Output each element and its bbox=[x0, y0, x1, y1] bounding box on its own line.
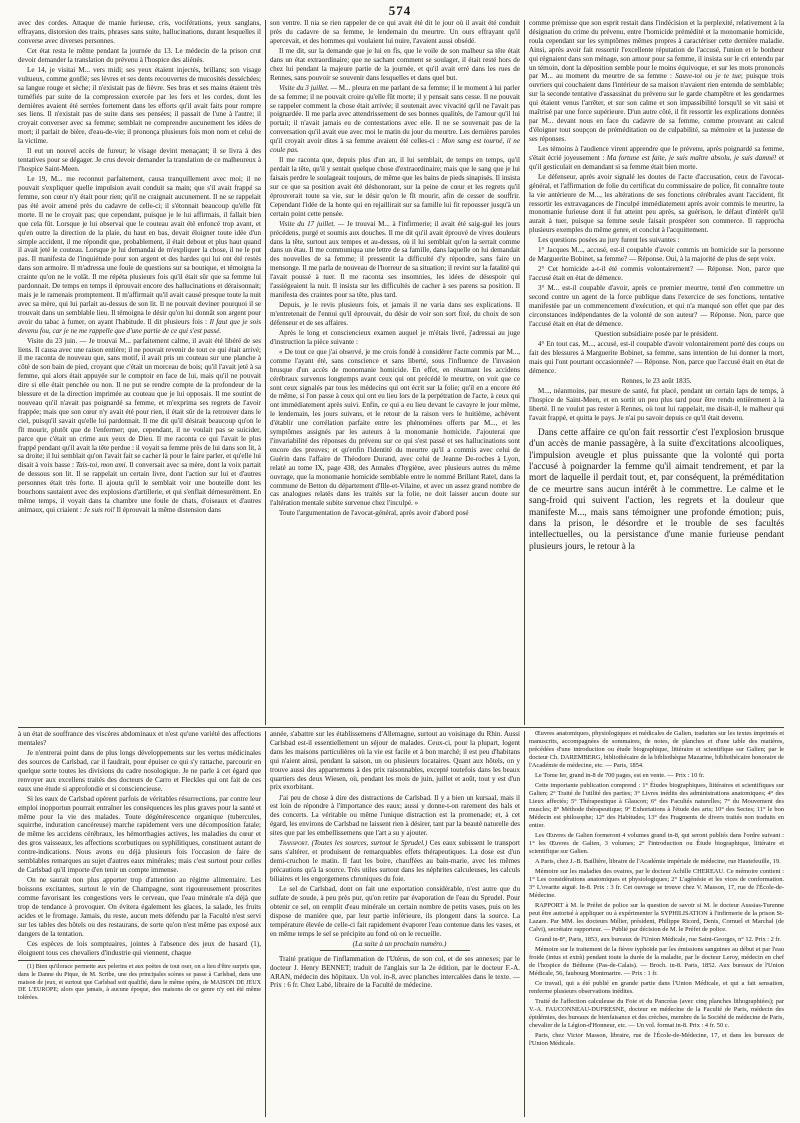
bibliography-entry: Traité pratique de l'inflammation de l'Utérus, de son col, et de ses annexes; par le docteur J. Henry BENNET; traduit de l'anglais sur la 2e édition, par le docteur F.-A. ARAN, médecin des hôpitaux. Un vol. in-8, avec planches intercalées dans le texte. — Prix : 6 fr. Chez Labé, libraire de la Faculté de médecine. bbox=[270, 954, 520, 990]
column-divider bbox=[524, 20, 525, 725]
col3-quote: Sauve-toi ou je te tue bbox=[675, 72, 741, 81]
column-divider bbox=[524, 731, 525, 1117]
footnote-rule bbox=[18, 960, 105, 961]
bottom-col2-text: Ces eaux subissent le transport sans s'altérer, et produisent de remarquables effets thérapeutiques. La dose est d'un demi-cruchon le matin. Il faut les boire, chauffées au bain-marie, avec les mêmes précautions qu'à la source. Très utiles surtout dans les néphrites calculeuses, les calculs biliaires et les engorgemens chroniques du foie. bbox=[270, 839, 520, 883]
col3-paragraph: 4° En tout cas, M..., accusé, est-il coupable d'avoir volontairement porté des coups ou fait des blessures à Marguerite Bobinet, sa femme, sans intention de lui donner la mort, mais qui l'ont pourtant occasionnée? — Réponse. Non, parce que l'accusé était en état de démence. bbox=[529, 340, 784, 375]
column-2 bbox=[270, 19, 520, 723]
section-divider bbox=[18, 727, 784, 728]
col1-paragraph bbox=[18, 175, 261, 335]
bottom-col2-paragraph: J'ai peu de chose à dire des distractions de Carlsbad. Il y a bien un kursaal, mais il est loin de répondre à l'importance des eaux; aussi y donne-t-on rarement des bals et des concerts. La véritable ou même l'unique distraction est la promenade; et, à cet égard, les environs de Carlsbad ne laissent rien à désirer, tant par la beauté naturelle des sites que par les embellissemens que l'art a su y ajouter. bbox=[270, 793, 520, 838]
col1-paragraph: Cet état resta le même pendant la journée du 13. Le médecin de la prison crut devoir demander la translation du prévenu à l'hospice des aliénés. bbox=[18, 46, 261, 64]
col2-paragraph: « De tout ce que j'ai observé, je me crois fondé à considérer l'acte commis par M..., comme l'ayant été, sans conscience et sans liberté, sous l'influence de l'invasion brusque d'un accès de monomanie homicide. En effet, en résumant les accidens cérébraux survenus longtemps avant ceux qui ont précédé le meurtre, on voit que ce sont ceux signalés par tous les médecins qui ont écrit sur la folie; qu'il en a encore été de même, si l'on passe à ceux qui ont eu lieu lors de la perpétration de l'acte, à ceux qui ont immédiatement après suivi. Enfin, ce qui a eu lieu devant le cavayre le jour même, le lendemain, les jours suivans, et le retour de la raison vers le huitième, achèvent d'établir une corrélation parfaite entre les phénomènes offerts par M..., et les symptômes assignés par les auteurs à la monomanie homicide. J'ajouterai que l'invariabilité des réponses du prévenu sur ce qui s'est passé et ses hallucinations sont encore des preuves; et qu'enfin l'identité du meurtre qu'il a commis avec celui de Guérin dans l'affaire de Théodore Durand, avec celui de Jeanne De-rocbes à Lyon, relaté au tome IX, page 438, des Annales d'hygiène, avec plusieurs autres du même ouvrage, que la monomanie homicide semblable entre le nommé Brillant Ratel, dans la commune de Betton du département d'Ille-et-Vilaine, et avec un assez grand nombre de cas analogues relatés dans les traités sur la folie, ne doit laisser aucun doute sur l'altération mentale subite survenue chez l'inculpé. » bbox=[270, 347, 520, 508]
col2-paragraph: Il me raconta que, depuis plus d'un an, il lui semblait, de temps en temps, qu'il perdait la tête, qu'il y sentait quelque chose d'extraordinaire; mais que le sang que je lui faisais perdre le soulageait toujours, de même que les bains de pieds sinapisés. Il insista sur ce que sa position avait été déshonorant, sur la peine de cœur et les regrets qu'il éprouverait toute sa vie, sur le désir qu'on le fît mourir, afin de cesser de souffrir. Cependant l'idée de la honte qui en rejaillirait sur sa famille lui fit repousser jusqu'à un certain point cette pensée. bbox=[270, 156, 520, 218]
col1-text: Visite du 23 juin. — Je trouvai M... parfaitement calme, il avait été libéré de ses liens. Il causa avec une raison entière; il ne pouvait revenir de tout ce qui était arrivé; il me raconta de nouveau que, sans motif, il avait pris un couteau sur une planche à côté de son bain de pied, croyant que c'était un morceau de bois; qu'il l'avait jeté à sa femme, qui alors était appuyée sur le comptoir en face de lui, mais qu'il ne pouvait dire si elle était penchée ou non. Il ne put se rendre compte de la profondeur de la blessure et de la direction imprimée au couteau que je lui opposais. Il me soutint de nouveau qu'il n'avait pas poignardé sa femme, et m'exprima ses regrets de l'avoir frappée; mais que son cœur n'y avait été pour rien, il était sûr de la retrouver dans le ciel, puisqu'il savait qu'elle lui pardonnait. Il me dit qu'il désirait beaucoup qu'on le fît mourir, plutôt que de l'enfermer; que, cependant, il ne voulait pas se suicider, parce que c'était un crime aux yeux de Dieu. Il me raconta ce qui l'avait le plus frappé pendant qu'il avait la tête perdue : il voyait sa femme près de lui dans son lit, à sa droite; il lui semblait qu'on l'avait fait se cacher là pour le faire parler, et qu'elle lui disait à voix basse : bbox=[18, 336, 261, 470]
transport-note: (Toutes les sources, surtout le Sprudel.) bbox=[311, 839, 428, 848]
visit-label: Visite du 17 juillet. — bbox=[279, 219, 345, 228]
col3-text: et qu'il gesticulait en demandant si sa femme était bien morte. bbox=[529, 153, 784, 171]
bottom-col2-paragraph: Le sel de Carlsbad, dont on fait une exportation considérable, n'est autre que du sulfate de soude, à peu près pur, qu'on retire par évaporation de l'eau du Sprudel. Pour obtenir ce sel, on remplit d'eau minérale un certain nombre de petits vases, puis on les dispose de manière que, par leur partie inférieure, ils plongent dans la source. La température élevée de celle-ci fait rapidement évaporer l'eau contenue dans les vases, et en même temps le sel se précipite au fond où on le recueille. bbox=[270, 884, 520, 938]
continued-note: (La suite à un prochain numéro.) bbox=[352, 939, 447, 948]
bottom-col1-paragraph: Ces espèces de lois somptuaires, jointes à l'absence des jeux de hasard (1), éloignent tous ces chevaliers d'industrie qui viennent, chaque bbox=[18, 939, 261, 957]
col3-text: Les témoins à l'audience virent apprendre que le prévenu, après poignardé sa femme, s'était écrié joyeusement : bbox=[529, 144, 784, 162]
col2-text: le moment à lui parler de sa femme; il ne pouvait croire qu'elle fût morte; il y pensait sans cesse. Il ne pouvait se rappeler comment la chose était arrivée; il soutenait avec vivacité qu'il ne l'avait pas poignardée. Il me parla avec attendrissement de ses bonnes qualités, de l'amour qu'il lui portait; il n'avait jamais eu de contestations avec elle. Il ne se souvenait pas de la conversation qu'il avait eue avec moi le matin du jour du meurtre. Les dernières paroles qu'il croyait avoir dites à sa femme avaient été celles-ci : bbox=[270, 83, 520, 146]
col1-paragraph bbox=[18, 337, 261, 515]
page-number: 574 bbox=[388, 3, 412, 18]
col1-quote: Je suis roi! bbox=[83, 505, 115, 514]
col2-paragraph: son ventre. Il nia se rien rappeler de ce qui avait été dit le jour où il avait été conduit près du cadavre de sa femme, le lendemain du meurtre. Un ours effrayant qu'il apercevait, et des hommes qui voulaient lui nuire, l'avaient aussi obsédé. bbox=[270, 19, 520, 45]
conclusion-paragraph: Dans cette affaire ce qu'on fait ressortir c'est l'explosion brusque d'un accès de manie passagère, à la suite d'excitations alcooliques, l'impulsion aveugle et plus puissante que la volonté qui porta l'accusé à poignarder la femme qu'il aimait tendrement, et par la mort de laquelle il perdait tout, et, par conséquent, la préméditation de ce meurtre sans aucun intérêt à le commettre. Le calme et le sang-froid qui suivent l'action, les regrets et la douleur que manifeste M..., mais sans témoigner une profonde émotion; puis, dans la prison, le désordre et le trouble de ses facultés intellectuelles, ou la persistance d'une manie furieuse pendant plusieurs jours, le retour à la bbox=[529, 427, 784, 552]
col1-text: Il éprouvait la même distension dans bbox=[116, 505, 221, 514]
bibliography-entry: Mémoire sur le traitement de la fièvre typhoïde par les émissions sanguines au début et par l'eau froide (intus et extrà) pendant toute la durée de la maladie, par le docteur Leroy, médecin en chef de l'hospice de Béthune (Pas-de-Calais). — Broch. in-8. Paris, 1852. Aux bureaux de l'Union Médicale, 56, faubourg Montmartre. — Prix : 1 fr. bbox=[529, 946, 784, 977]
bibliography-entry: RAPPORT à M. le Préfet de police sur la question de savoir si M. le docteur Aussias-Turenne peut être autorisé à appliquer ou à expérimenter la SYPHILISATION à l'infirmerie de la prison St-Lazare. Par MM. les docteurs Mélier, président, Philippe Ricord, Denis, Cornuel et Marchal (de Calvi), secrétaire rapporteur. — Publié par décision de M. le Préfet de police. bbox=[529, 902, 784, 933]
transport-label: Transport. bbox=[279, 839, 310, 848]
column-divider bbox=[265, 20, 266, 725]
bottom-col1-paragraph: On ne saurait non plus apporter trop d'attention au régime alimentaire. Les boissons excitantes, surtout le vin de Champagne, sont rigoureusement proscrites comme favorisant les congestions vers le cerveau, que l'eau minérale n'a déjà que trop de tendance à provoquer. On évitera également les glaces, la salade, les fruits acides et le fromage. Jamais, du reste, aucun mets défendu par la Faculté n'est servi sur les tables des hôtels ou des restaurans, de sorte qu'on n'est même pas exposé aux dangers de la tentation. bbox=[18, 876, 261, 938]
col2-text: Je trouvai M... à l'infirmerie; il avait été saig- bbox=[346, 219, 483, 228]
col3-paragraph bbox=[529, 19, 784, 144]
bibliography-entry: Le Tome Ier, grand in-8 de 700 pages, est en vente. — Prix : 10 fr. bbox=[535, 772, 705, 779]
bibliography-entry: Cette importante publication comprend : 1° Études biographiques, littéraires et scientifiques sur Galien; 2° Traité de l'utilité des parties; 3° Livres inédits des administrations anatomiques; 4° des Lieux affectés; 5° Thérapeutique à Glaucon; 6° des Facultés naturelles; 7° du Mouvement des muscles; 8° Méthode thérapeutique; 9° Exhortations à l'étude des arts; 10° des Sectes; 11° le bon Médecin est philosophe; 12° des Habitudes; 13° des Fragments de divers traités non traduits en entier. bbox=[529, 782, 784, 829]
bibliography-entry: Œuvres anatomiques, physiologiques et médicales de Galien, traduites sur les textes imprimés et manuscrits, accompagnées de sommaires, de notes, de planches et d'une table des matières, précédées d'une introduction ou étude biographique, littéraire et scientifique sur Galien; par le docteur Ch. DAREMBERG, bibliothécaire de la bibliothèque Mazarine, bibliothécaire honoraire de l'Académie de médecine, etc. — Paris, 1854. bbox=[529, 730, 784, 769]
col1-text: Le 19, M... me reconnut parfaitement, causa tranquillement avec moi; il ne pouvait s'expliquer quelle impulsion avait conduit sa main; que s'il avait frappé sa femme, son cœur n'y était pour rien; qu'il ne craignait aucunement. Il ne se rappelait pas été avoir amené près du cadavre de celle-ci; il s'étonnait beaucoup qu'elle fût morte. Il ne le croyait pas; que cependant, puisque je le lui affirmais, il fallait bien que cela fût. Lorsque je lui observai que le couteau avait été enfoncé trop avant, et qu'en outre la direction de la plaie, du haut en bas, devait éloigner toute idée d'un simple accident, il me répondit que, probablement, il était debout et plus haut quand il avait jeté le couteau. Lorsque je lui demandai de m'expliquer la chose, il ne le put pas. Il manifesta de l'inquiétude pour son argent et des hardes qui lui ont été restés dans son armoire. Il m'adressa une foule de questions sur sa boutique, et témoigna la crainte qu'on ne le volât. Il me répéta plusieurs fois qu'il était sûr que sa femme lui pardonnait. De temps en temps il éprouvait encore des hallucinations et déraisonnait; mais je le ramenais promptement. Il m'affirmait qu'il avait causé presque toute la nuit avec sa mère, qui lui parlait au-dessus de son lit. Il ne pouvait deviner pourquoi il se trouvait dans un semblable lieu. Il témoigna le désir qu'on lui donnât son argent pour avoir du tabac à fumer, on ayant l'habitude. Il dit plusieurs fois : bbox=[18, 175, 261, 326]
footnote: (1) Bien qu'ilorace permette aux pelerins et aux poètes de tout oser, on a lieu d'être surpris que, dans le Danne du Pique, de M. Scribe, une des principales scènes se passe à Carlsbad, dans une maison de jeux, et surtout que Carlsbad soit qualifié, dans le même opéra, de MAISON DE JEUX DE L'EUROPE; alors que jamais, à aucune époque, des maisons de ce genre n'y ont été même tolérées. bbox=[18, 964, 261, 1001]
bottom-col1-paragraph: Si les eaux de Carlsbad opèrent parfois de véritables résurrections, par contre leur emploi inopportun pourrait entraîner les conséquences les plus graves pour la santé et même pour la vie des malades. Toute dégénérescence organique (tubercules, squirrhe, induration cancéreuse) marche rapidement vers une décomposition fatale; de même les accidens cérébraux, les hémorrhagies actives, les maladies du cœur et des gros vaisseaux, les affections scorbutiques ou syphilitiques, constituent autant de contre-indications. Nous avons eu déjà plusieurs fois l'occasion de faire de semblables remarques au sujet d'autres eaux minérales; mais c'est surtout pour celles de Carlsbad qu'il importe d'en tenir un compte immense. bbox=[18, 794, 261, 874]
bottom-col2-paragraph bbox=[270, 839, 520, 884]
col3-paragraph: 3° M... est-il coupable d'avoir, après ce premier meurtre, tenté d'en commettre un second contre un agent de la force publique dans l'exercice de ses fonctions, tentative manifestée par un commencement d'exécution, et qui n'a manqué son effet que par des circonstances indépendantes de la volonté de son auteur? — Réponse. Non, parce que l'accusé était en état de démence. bbox=[529, 284, 784, 329]
col1-paragraph: avec des cordes. Attaque de manie furieuse, cris, vociférations, yeux sanglans, effrayans, distorsion des traits, phrases sans suite, hallucinations, durant lesquelles il converse avec diverses personnes. bbox=[18, 19, 261, 45]
bibliography-entry: Les Œuvres de Galien formeront 4 volumes grand in-8, qui seront publiés dans l'ordre suivant : 1° les Œuvres de Galien, 3 volumes; 2° l'introduction ou Étude biographique, littéraire et scientifique sur Galien. bbox=[529, 832, 784, 855]
bibliography-entry: Mémoire sur les maladies des ovaires, par le docteur Achille CHEREAU. Ce mémoire contient : 1° Les considérations anatomiques et physiologiques; 2° L'agénésie et les vices de conformation. 3° L'ovarite aiguë. In-8. Prix : 3 fr. Cet ouvrage se trouve chez V. Masson, 17, rue de l'École-de-Médecine. bbox=[529, 868, 784, 899]
col3-paragraph: 2° Cet homicide a-t-il été commis volontairement? — Réponse. Non, parce que l'accusé était en état de démence. bbox=[529, 265, 784, 283]
col3-paragraph bbox=[529, 145, 784, 172]
bottom-column-3 bbox=[529, 730, 784, 1118]
bottom-col1-paragraph: Je n'entrerai point dans de plus longs développements sur les vertus médicinales des sources de Carlsbad, car il faudrait, pour épuiser ce qui s'y rattache, parcourir en quelque sorte toutes les divisions du cadre nosologique. Je ne parle à cet égard que renvoyer aux excellens traités des docteurs de Carro et Fleckles qui ont fait de ces eaux une étude si approfondie et si consciencieuse. bbox=[18, 749, 261, 793]
col3-quote: Ma fortune est faite, je suis maître absolu, je suis damné! bbox=[606, 153, 777, 162]
bottom-column-1 bbox=[18, 730, 261, 1118]
visit-label: Visite du 3 juillet. — bbox=[279, 83, 337, 92]
col2-paragraph: Il me dit, sur la demande que je lui en fis, que le voile de son malheur sa tête était dans un état extraordinaire; que ne sachant comment se soulager, il était resté hors de chez lui pendant la majeure partie de la journée, et qu'il avait erré dans les rues de Rennes, sans pouvoir se souvenir dans lesquelles et dans quel but. bbox=[270, 46, 520, 82]
column-1 bbox=[18, 19, 261, 723]
col2-paragraph: Après le long et consciencieux examen auquel je m'étais livré, j'adressai au juge d'instruction la pièce suivante : bbox=[270, 328, 520, 346]
col2-quote: Mon sang est tourné, il ne coule pas. bbox=[270, 137, 520, 155]
bibliography-entry: Ce travail, qui a été publié en grande partie dans l'Union Médicale, et qui a fait sensation, renferme plusieurs observations inédites. bbox=[529, 980, 784, 995]
col1-paragraph: Le 14, je visitai M... vers midi; ses yeux étaient injectés, brillans; son visage vultueux, comme gonflé; ses lèvres et ses dents recouvertes de mucosités desséchées; sa langue rouge et sèche; il n'existait pas de fièvre. Ses bras et ses mains étaient très tuméfiés par suite de la compression exercée par les fers et les cordes, dont les dernières avaient été serrées fortement dans les efforts qu'il avait faits pour rompre ses liens. Il n'existait pas de suite dans ses pensées; il passait de l'une à l'autre; il croyait converser avec sa femme; semblait ne comprendre aucunement les idées de mort; il parlait de bière, d'eau-de-vie; il prononça plusieurs fois mon nom et celui de la victime. bbox=[18, 65, 261, 146]
bibliography-entry: A Paris, chez J.-B. Baillière, libraire de l'Académie impériale de médecine, rue Hautefeuille, 19. bbox=[535, 858, 781, 865]
col1-text: Il conversait avec sa mère, dont la voix partait de dessous son lit. Il se rappelait un certain livre, dont l'action sur lui et d'autres personnes était très forte. Il ajouta qu'il le semblait voir une bouteille dont les bouchons sautaient avec des explosions d'artillerie, et qui s'enflait démesurément. En même temps, il voyait dans la chambre une foule de chats, d'oiseaux et d'autres animaux, qui criaient : bbox=[18, 461, 261, 514]
col1-paragraph: Il eut un nouvel accès de fureur; le visage devint menaçant; il se livra à des tentatives pour se dégager. Je crus devoir demander la translation de ce malheureux à l'hospice Saint-Meen. bbox=[18, 147, 261, 174]
col3-text: entendu de semblable; sur la seconde tentative d'assassinat du prévenu sur le garde champêtre et les gendarmes qui étaient venus l'arrêter, et sur son calme et son impassibilité lorsqu'il se vit saisi et maîtrisé par une force supérieure. D'un autre côté, il fit ressortir les explications données par M... devant nous en face du cadavre de sa femme, comme prouvant au calcul d'éloigner tout soupçon de préméditation ou de culpabilité, sa mémoire et la justesse de ses réponses. bbox=[529, 81, 784, 143]
column-3 bbox=[529, 19, 784, 723]
bibliography-entry: Traité de l'affection calculeuse du Foie et du Pancréas (avec cinq planches lithographiées); par V.-A. FAUCONNEAU-DUFRESNE, docteur en médecine de la Faculté de Paris, médecin des épidémies, des bureaux de bienfaisance et des crèches, membre de la Société de médecine de Paris, chevalier de la Légion-d'Honneur, etc. — Un vol. format in-8. Prix : 4 fr. 50 c. bbox=[529, 998, 784, 1029]
col3-paragraph: Question subsidiaire posée par le président. bbox=[594, 330, 719, 339]
col2-text: gué les jours précédens, purgé et soumis aux douches. Il me dit qu'il avait éprouvé de vives douleurs dans la tête, surtout aux tempes et au-dessus, où il lui semblait qu'on la serrait comme dans un étau. Il me communiqua une lettre de sa famille, dans laquelle on lui demandait des nouvelles de sa femme; il pressentit la difficulté d'y répondre, sans faire un mensonge. Il me parla de nouveau de l'horreur de sa situation; il revint sur la fatalité qui l'avait poussé à tuer. Il me raconta ses insomnies, les idées de désespoir qui l'assiégeaient la nuit. Il insista sur les difficultés de cacher à ses parens sa position. Il manifesta des craintes pour sa tête, plus tard. bbox=[270, 219, 520, 299]
bottom-col2-paragraph: année, s'abattre sur les établissemens d'Allemagne, surtout au voisinage du Rhin. Aussi Carlsbad est-il essentiellement un séjour de malades. Ceux-ci, pour la plupart, logent dans les maisons particulières où la vie est facile et à bon marché; il est peu d'habitans qui n'aient ainsi, pendant la saison, un ou plusieurs locataires. Quant aux hôtels, on y trouve aussi des appartemens à des prix raisonnables, excepté toutefois dans les beaux quartiers des deux Wiesen, où, pendant les mois de juin, juillet et août, tout y est d'un prix exorbitant. bbox=[270, 730, 520, 792]
bibliography-entry: Paris, chez Victor Masson, libraire, rue de l'École-de-Médecine, 17, et dans les bureaux de l'Union Médicale. bbox=[529, 1032, 784, 1047]
col3-paragraph: 1° Jacques M..., accusé, est-il coupable d'avoir commis un homicide sur la personne de Marguerite Bobinet, sa femme? — Réponse. Oui, à la majorité de plus de sept voix. bbox=[529, 246, 784, 264]
col3-paragraph: Le défenseur, après avoir signalé les doutes de l'acte d'accusation, ceux de l'avocat-général, et l'affirmation de folie du certificat du commissaire de police, fit connaître toute la vie antérieure de M..., les altérations de ses fonctions cérébrales avant l'accident, fit ressortir les extravagances de l'inculpé immédiatement après avoir commis le meurtre, la monomanie furieuse dont il fut atteint peu après, sa guérison, le défaut d'intérêt qu'il aurait à tuer, puisque sa femme seule faisait prospérer son commerce. Il rapprocha plusieurs exemples du même genre, et conclut à l'acquittement. bbox=[529, 172, 784, 235]
col3-text: comme prémisse que son esprit restait dans l'indécision et la perplexité, relativement à la désignation du crime du prévenu, entre l'homicide prémédité et la monomanie homicide, roula cependant sur les symptômes mêmes propres à caractériser cette dernière maladie. Ainsi, après avoir fait ressortir l'excellente réputation de l'accusé, l'union et le bonheur qui régnaient dans son ménage, son amour pour sa femme, il insista sur le cri entendu par un témoin, dont la déposition semble pour le moins équivoque, et sur les mots prononcés par M... au moment du meurtre de sa femme : bbox=[529, 19, 784, 81]
column-divider bbox=[265, 731, 266, 1117]
col3-date: Rennes, le 23 août 1835. bbox=[621, 377, 692, 386]
col2-text: M... pleura en me parlant de sa femme; il bbox=[338, 83, 456, 92]
bibliography-entry: Grand in-8°, Paris, 1853, aux bureaux de l'Union Médicale, rue Saint-Georges, n° 12. Prix : 2 fr. bbox=[535, 936, 781, 943]
col3-paragraph: M..., néanmoins, par mesure de santé, fut placé, pendant un certain laps de temps, à l'hospice de Saint-Meen, et en sortit un peu plus tard pour être rendu entièrement à la liberté. Il ne voulut pas rester à Rennes, où tout lui rappelait, me disait-il, le malheur qui l'avait frappé, et quitta le pays. Je n'ai pu savoir depuis ce qu'il était devenu. bbox=[529, 387, 784, 422]
col2-paragraph bbox=[270, 84, 520, 155]
col1-quote: Il faut que je sois devenu fou, car je ne me rappelle que d'une partie de ce qui s'est passé. bbox=[18, 317, 261, 335]
bottom-column-2 bbox=[270, 730, 520, 1118]
col1-quote: Tais-toi, mon ami. bbox=[75, 461, 128, 470]
bib-divider bbox=[320, 950, 470, 951]
col2-paragraph bbox=[270, 220, 520, 300]
bottom-col1-paragraph: à un état de souffrance des viscères abdominaux et n'est qu'une variété des affections mentales? bbox=[18, 730, 261, 747]
col3-text: ; puisque trois ouvriers qui couchaient dans l'intérieur de sa maison n'avaient rien bbox=[529, 72, 784, 90]
col2-paragraph: Toute l'argumentation de l'avocat-général, après avoir d'abord posé bbox=[279, 509, 469, 518]
col2-paragraph: Depuis, je le revis plusieurs fois, et jamais il ne varia dans ses explications. Il m'entretenait de l'ennui qu'il éprouvait, du désir de voir son sort fixé, du choix de son défenseur et de ses affaires. bbox=[270, 301, 520, 327]
col3-paragraph: Les questions posées au jury furent les suivantes : bbox=[538, 236, 680, 245]
